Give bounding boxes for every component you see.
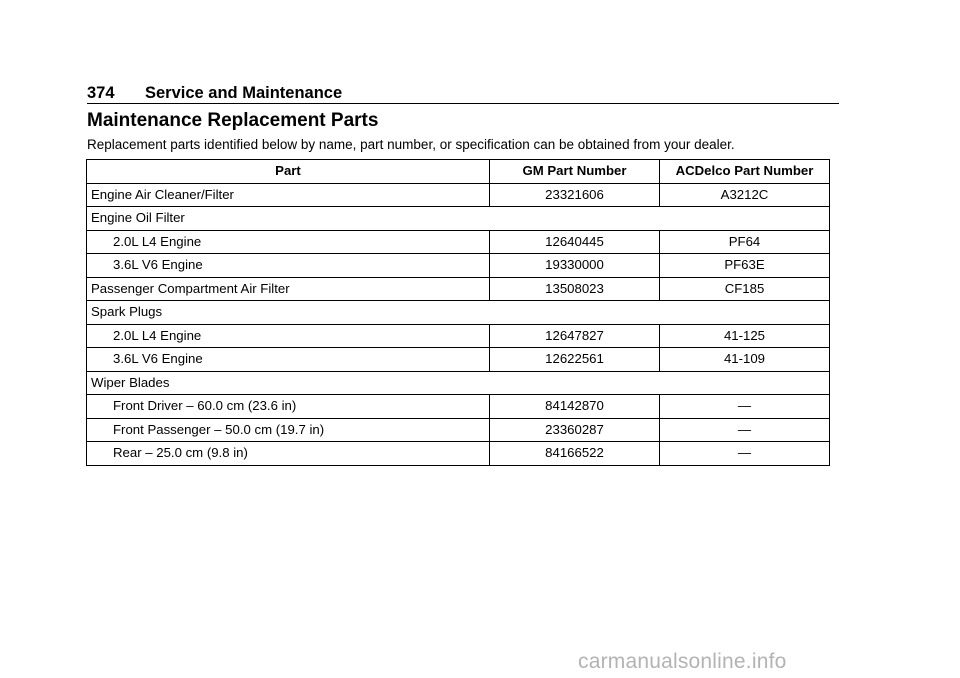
watermark-text: carmanualsonline.info [578,650,787,673]
column-header-part: Part [87,160,490,184]
gm-part-number: 84142870 [490,395,660,419]
intro-text: Replacement parts identified below by name, part number, or specification can be obtained from your dealer. [87,137,735,152]
table-row [87,254,830,278]
acdelco-part-number: 41-125 [660,324,830,348]
section-name: Service and Maintenance [145,84,343,102]
part-group-name: Wiper Blades [87,371,830,395]
gm-part-number: 23360287 [490,418,660,442]
table-row [87,418,830,442]
table-row [87,442,830,466]
acdelco-part-number: PF63E [660,254,830,278]
table-row [87,277,830,301]
acdelco-part-number: PF64 [660,230,830,254]
table-group-row [87,301,830,325]
page-header [87,82,839,104]
part-group-name: Spark Plugs [87,301,830,325]
gm-part-number: 19330000 [490,254,660,278]
gm-part-number: 23321606 [490,183,660,207]
part-name: Front Passenger – 50.0 cm (19.7 in) [87,418,490,442]
part-name: 3.6L V6 Engine [87,348,490,372]
table-group-row [87,371,830,395]
part-name: Passenger Compartment Air Filter [87,277,490,301]
part-name: Rear – 25.0 cm (9.8 in) [87,442,490,466]
table-header-row [87,160,830,184]
part-name: 2.0L L4 Engine [87,230,490,254]
page-number: 374 [87,84,115,102]
acdelco-part-number: — [660,418,830,442]
parts-table [86,159,830,466]
column-header-acdelco-part-number: ACDelco Part Number [660,160,830,184]
part-name: 2.0L L4 Engine [87,324,490,348]
part-group-name: Engine Oil Filter [87,207,830,231]
part-name: 3.6L V6 Engine [87,254,490,278]
table-row [87,183,830,207]
gm-part-number: 12647827 [490,324,660,348]
table-row [87,230,830,254]
gm-part-number: 84166522 [490,442,660,466]
acdelco-part-number: CF185 [660,277,830,301]
acdelco-part-number: — [660,442,830,466]
acdelco-part-number: A3212C [660,183,830,207]
table-group-row [87,207,830,231]
gm-part-number: 12622561 [490,348,660,372]
table-row [87,395,830,419]
table-row [87,324,830,348]
part-name: Engine Air Cleaner/Filter [87,183,490,207]
gm-part-number: 12640445 [490,230,660,254]
acdelco-part-number: 41-109 [660,348,830,372]
gm-part-number: 13508023 [490,277,660,301]
acdelco-part-number: — [660,395,830,419]
table-row [87,348,830,372]
column-header-gm-part-number: GM Part Number [490,160,660,184]
page-title: Maintenance Replacement Parts [87,110,379,131]
header-divider [87,103,839,104]
part-name: Front Driver – 60.0 cm (23.6 in) [87,395,490,419]
